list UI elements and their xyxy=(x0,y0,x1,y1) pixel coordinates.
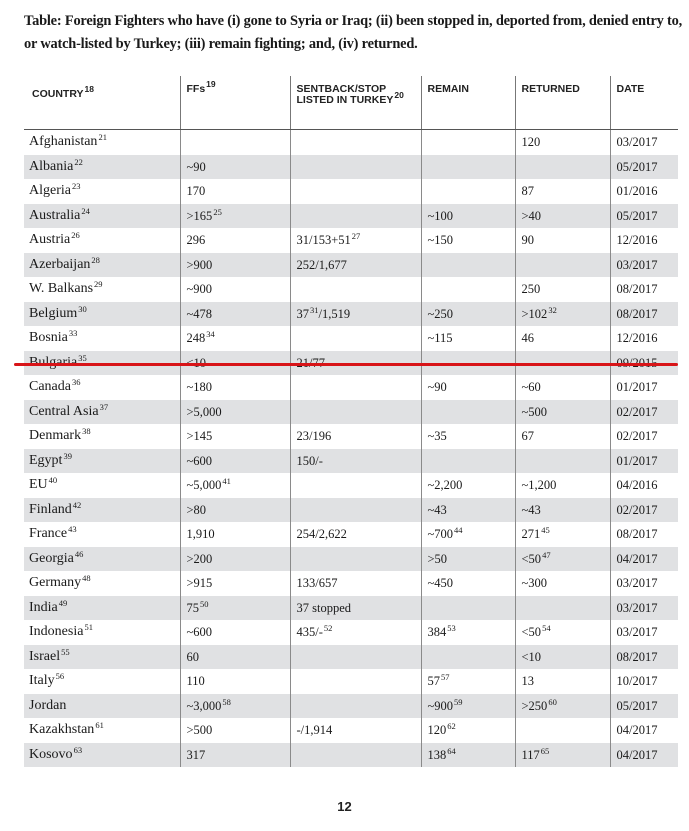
cell-ffs: 60 xyxy=(180,645,290,670)
cell-returned: $117^{65}$ xyxy=(515,743,610,768)
cell-sentback xyxy=(290,204,421,229)
cell-country: Bosnia$^{33}$ xyxy=(24,326,180,351)
cell-ffs: >500 xyxy=(180,718,290,743)
cell-ffs: $>165^{25}$ xyxy=(180,204,290,229)
cell-country: France$^{43}$ xyxy=(24,522,180,547)
cell-date: 02/2017 xyxy=(610,498,678,523)
cell-country: Italy$^{56}$ xyxy=(24,669,180,694)
cell-remain: ~450 xyxy=(421,571,515,596)
cell-ffs: >80 xyxy=(180,498,290,523)
cell-country: Indonesia$^{51}$ xyxy=(24,620,180,645)
cell-ffs: >200 xyxy=(180,547,290,572)
cell-remain xyxy=(421,155,515,180)
cell-remain xyxy=(421,277,515,302)
cell-returned: 67 xyxy=(515,424,610,449)
cell-remain: $57^{57}$ xyxy=(421,669,515,694)
cell-country: Finland$^{42}$ xyxy=(24,498,180,523)
table-row xyxy=(24,302,678,327)
cell-returned: $<50^{54}$ xyxy=(515,620,610,645)
table-row xyxy=(24,326,678,351)
cell-remain: ~90 xyxy=(421,375,515,400)
cell-date: 10/2017 xyxy=(616,674,658,689)
cell-returned: ~43 xyxy=(515,498,610,523)
cell-sentback xyxy=(290,179,421,204)
cell-date: 02/2017 xyxy=(610,400,678,425)
cell-remain: $\sim 700^{44}$ xyxy=(421,522,515,547)
cell-ffs: ~90 xyxy=(180,155,290,180)
cell-sentback xyxy=(290,130,421,155)
cell-sentback xyxy=(290,645,421,670)
cell-ffs: $248^{34}$ xyxy=(180,326,290,351)
cell-country: Belgium$^{30}$ xyxy=(24,302,180,327)
cell-returned xyxy=(515,253,610,278)
cell-date: 04/2017 xyxy=(610,743,678,768)
cell-country: Israel$^{55}$ xyxy=(24,645,180,670)
table-row xyxy=(24,718,678,743)
cell-sentback xyxy=(290,375,421,400)
cell-ffs: ~900 xyxy=(180,277,290,302)
cell-returned: 46 xyxy=(515,326,610,351)
cell-ffs: $75^{50}$ xyxy=(180,596,290,621)
cell-remain xyxy=(421,400,515,425)
cell-country: Central Asia$^{37}$ xyxy=(24,400,180,425)
cell-date: 01/2016 xyxy=(616,184,658,199)
cell-date: 02/2017 xyxy=(616,429,658,444)
cell-date: 03/2017 xyxy=(610,596,678,621)
cell-sentback: 435/-$^{52}$ xyxy=(290,620,421,645)
cell-country: Egypt$^{39}$ xyxy=(24,449,180,474)
table-row xyxy=(24,204,678,229)
table-row xyxy=(24,473,678,498)
cell-sentback xyxy=(290,473,421,498)
cell-ffs: ~180 xyxy=(180,375,290,400)
table-row xyxy=(24,253,678,278)
cell-sentback: 150/- xyxy=(290,449,421,474)
cell-sentback: -/1,914 xyxy=(290,718,421,743)
table-row xyxy=(24,498,678,523)
cell-remain: $138^{64}$ xyxy=(421,743,515,768)
cell-ffs: >915 xyxy=(180,571,290,596)
cell-date: 05/2017 xyxy=(610,694,678,719)
cell-date: 12/2016 xyxy=(616,331,658,346)
red-highlight-line xyxy=(14,363,678,366)
cell-remain: ~35 xyxy=(421,424,515,449)
table-row xyxy=(24,571,678,596)
cell-date: 03/2017 xyxy=(610,253,678,278)
table-row xyxy=(24,400,678,425)
table-row xyxy=(24,547,678,572)
cell-sentback: 133/657 xyxy=(290,571,421,596)
cell-country: Georgia$^{46}$ xyxy=(24,547,180,572)
foreign-fighters-table xyxy=(24,76,678,767)
cell-date: 08/2017 xyxy=(610,302,678,327)
cell-returned: >40 xyxy=(515,204,610,229)
cell-remain: >50 xyxy=(421,547,515,572)
cell-ffs: ~600 xyxy=(180,620,290,645)
cell-date: 01/2017 xyxy=(616,380,658,395)
cell-date: 08/2017 xyxy=(616,282,658,297)
table-header-row xyxy=(24,76,678,130)
cell-country: 35 xyxy=(24,351,180,376)
cell-remain: ~2,200 xyxy=(421,473,515,498)
cell-remain: ~150 xyxy=(421,228,515,253)
cell-country: Australia$^{24}$ xyxy=(24,204,180,229)
table-row xyxy=(24,130,678,155)
cell-ffs: 170 xyxy=(180,179,290,204)
cell-ffs: ~478 xyxy=(180,302,290,327)
cell-country: Azerbaijan$^{28}$ xyxy=(24,253,180,278)
cell-sentback: 23/196 xyxy=(290,424,421,449)
cell-returned: ~300 xyxy=(515,571,610,596)
cell-country: Jordan xyxy=(24,694,180,719)
cell-remain: $120^{62}$ xyxy=(421,718,515,743)
table-row xyxy=(24,449,678,474)
table-row xyxy=(24,620,678,645)
cell-returned: <10 xyxy=(515,645,610,670)
table-row xyxy=(24,743,678,768)
cell-country: Albania$^{22}$ xyxy=(24,155,180,180)
cell-date: 12/2016 xyxy=(616,233,658,248)
cell-ffs: >900 xyxy=(180,253,290,278)
table-caption: Table: Foreign Fighters who have (i) gone to Syria or Iraq; (ii) been stopped in, deported from, denied entry to, or watch-listed by Turkey; (iii) remain fighting; and, (iv) returned. xyxy=(24,13,683,52)
cell-remain: ~250 xyxy=(421,302,515,327)
cell-sentback: 37 stopped xyxy=(290,596,421,621)
cell-ffs: 110 xyxy=(180,669,290,694)
col-header-returned: RETURNED xyxy=(515,76,610,130)
cell-country: EU$^{40}$ xyxy=(24,473,180,498)
cell-ffs: ~5,000$^{41}$ xyxy=(180,473,290,498)
cell-ffs: 296 xyxy=(180,228,290,253)
cell-country: Austria$^{26}$ xyxy=(24,228,180,253)
cell-country: Kosovo$^{63}$ xyxy=(24,743,180,768)
table-row xyxy=(24,669,678,694)
cell-date: 08/2017 xyxy=(610,645,678,670)
cell-returned xyxy=(515,449,610,474)
cell-country: Algeria$^{23}$ xyxy=(24,179,180,204)
cell-sentback xyxy=(290,277,421,302)
cell-sentback xyxy=(290,400,421,425)
cell-returned: 13 xyxy=(515,669,610,694)
cell-returned: 250 xyxy=(515,277,610,302)
cell-remain: $\sim 900^{59}$ xyxy=(421,694,515,719)
cell-sentback: $37^{31}/1,519$ xyxy=(290,302,421,327)
col-header-ffs: FFs$^{19}$ xyxy=(180,76,290,130)
cell-sentback xyxy=(290,498,421,523)
cell-remain: $384^{53}$ xyxy=(421,620,515,645)
col-header-date: DATE xyxy=(610,76,678,130)
cell-remain xyxy=(421,179,515,204)
cell-sentback: $31/153+51^{27}$ xyxy=(290,228,421,253)
cell-date: 03/2017 xyxy=(616,576,658,591)
cell-remain xyxy=(421,449,515,474)
cell-ffs: ~3,000$^{58}$ xyxy=(180,694,290,719)
cell-date: 04/2017 xyxy=(616,723,658,738)
cell-remain xyxy=(421,253,515,278)
table-body xyxy=(24,130,678,768)
cell-sentback: 252/1,677 xyxy=(290,253,421,278)
cell-country: India$^{49}$ xyxy=(24,596,180,621)
cell-ffs: >145 xyxy=(180,424,290,449)
cell-country: Afghanistan$^{21}$ xyxy=(24,130,180,155)
cell-returned: $271^{45}$ xyxy=(515,522,610,547)
table-row xyxy=(24,228,678,253)
table-row xyxy=(24,522,678,547)
cell-ffs: ~600 xyxy=(180,449,290,474)
cell-sentback xyxy=(290,669,421,694)
cell-remain xyxy=(421,596,515,621)
cell-returned: ~1,200 xyxy=(515,473,610,498)
cell-sentback: 254/2,622 xyxy=(290,522,421,547)
table-row xyxy=(24,179,678,204)
table-row xyxy=(24,596,678,621)
cell-returned: 87 xyxy=(515,179,610,204)
cell-returned: 120 xyxy=(515,130,610,155)
cell-returned xyxy=(515,718,610,743)
cell-ffs: 317 xyxy=(180,743,290,768)
cell-returned: ~500 xyxy=(515,400,610,425)
table-row xyxy=(24,694,678,719)
cell-returned xyxy=(515,155,610,180)
table-row xyxy=(24,155,678,180)
cell-country: Canada$^{36}$ xyxy=(24,375,180,400)
cell-returned: $>250^{60}$ xyxy=(515,694,610,719)
cell-date: 04/2016 xyxy=(616,478,658,493)
col-header-country: COUNTRY$^{18}$ xyxy=(24,76,180,130)
cell-returned: 90 xyxy=(515,228,610,253)
cell-ffs xyxy=(180,130,290,155)
cell-date: 08/2017 xyxy=(616,527,658,542)
cell-sentback xyxy=(290,547,421,572)
table-row xyxy=(24,277,678,302)
cell-country: Denmark$^{38}$ xyxy=(24,424,180,449)
cell-country: Germany$^{48}$ xyxy=(24,571,180,596)
page-number: 12 xyxy=(337,799,352,814)
cell-returned: $<50^{47}$ xyxy=(515,547,610,572)
cell-sentback xyxy=(290,694,421,719)
cell-sentback xyxy=(290,155,421,180)
cell-date: 01/2017 xyxy=(610,449,678,474)
cell-ffs: 1,910 xyxy=(180,522,290,547)
cell-remain xyxy=(421,130,515,155)
table-row xyxy=(24,375,678,400)
cell-returned xyxy=(515,596,610,621)
cell-remain: ~115 xyxy=(421,326,515,351)
cell-remain xyxy=(421,645,515,670)
cell-country: W. Balkans$^{29}$ xyxy=(24,277,180,302)
cell-ffs: >5,000 xyxy=(180,400,290,425)
cell-sentback xyxy=(290,326,421,351)
cell-date: 03/2017 xyxy=(616,135,658,150)
cell-remain: ~43 xyxy=(421,498,515,523)
table-row xyxy=(24,424,678,449)
cell-remain: ~100 xyxy=(421,204,515,229)
table-row xyxy=(24,645,678,670)
cell-returned: $>102^{32}$ xyxy=(515,302,610,327)
cell-sentback xyxy=(290,743,421,768)
cell-date: 05/2017 xyxy=(610,155,678,180)
col-header-sentback: SENTBACK/STOP LISTED IN TURKEY$^{20}$ xyxy=(290,76,421,130)
cell-date: 05/2017 xyxy=(610,204,678,229)
cell-returned: ~60 xyxy=(515,375,610,400)
cell-date: 04/2017 xyxy=(610,547,678,572)
cell-country: Kazakhstan$^{61}$ xyxy=(24,718,180,743)
col-header-remain: REMAIN xyxy=(421,76,515,130)
cell-date: 03/2017 xyxy=(616,625,658,640)
